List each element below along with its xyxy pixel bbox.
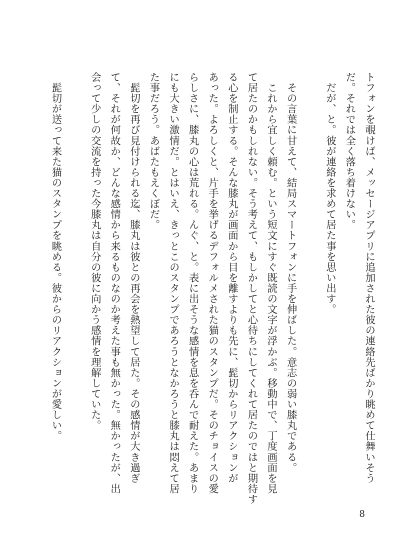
text-line: その言葉に甘えて、結局スマートフォンに手を伸ばした。意志の弱い膝丸である。 xyxy=(284,72,296,473)
text-line: だが、と。彼が連絡を求めて居た事を思い出す。 xyxy=(323,72,335,315)
text-line: あった。よろしくと、片手を挙げるデフォルメされた猫のスタンプだ。そのチョイスの愛 xyxy=(206,72,218,494)
text-line: 髭切が送って来た猫のスタンプを眺める。彼からのリアクションが愛しい。 xyxy=(49,72,61,442)
text-line: トフォンを覗けば、メッセージアプリに追加された彼の連絡先ばかり眺めて仕舞いそう xyxy=(363,72,374,484)
text-line: これから宜しく頼む。という短文にすぐ既読の文字が浮かぶ。移動中で、丁度画面を見 xyxy=(265,72,277,494)
text-line: る心を制止する。そんな膝丸が画面から目を離すよりも先に、髭切からリアクションが xyxy=(225,72,237,484)
paragraph-gap xyxy=(300,72,320,482)
vertical-text-body xyxy=(45,72,378,505)
paragraph-gap xyxy=(65,72,85,482)
text-line: にも大きい激情だ。とはいえ、きっとこのスタンプであろうとなかろうと膝丸は悶えて居 xyxy=(167,72,179,494)
text-line: 髭切を再び見付けられる迄、膝丸は彼との再会を熱望して居た。その感情が大き過ぎ xyxy=(127,72,139,484)
text-line: だ。それでは全く落ち着けない。 xyxy=(343,72,355,231)
text-line: 会って少しの交流を持った今膝丸は自分の彼に向かう感情を理解していた。 xyxy=(88,72,100,431)
text-line: た事だろう。あばたもえくぼだ。 xyxy=(147,72,159,231)
text-line: て居たのかもしれない。そう考えて、もしかしてと心待ちにしてくれて居たのではと期待す xyxy=(245,72,257,505)
text-line: て、それが何故か、どんな感情から来るものなのか考えた事も無かった。無かったが、出 xyxy=(108,72,120,494)
page-number: 8 xyxy=(359,510,365,520)
text-line: らしさに、膝丸の心は荒れる。んぐ、と。表に出そうな感情を息を呑んで耐えた。あまり xyxy=(186,72,198,494)
